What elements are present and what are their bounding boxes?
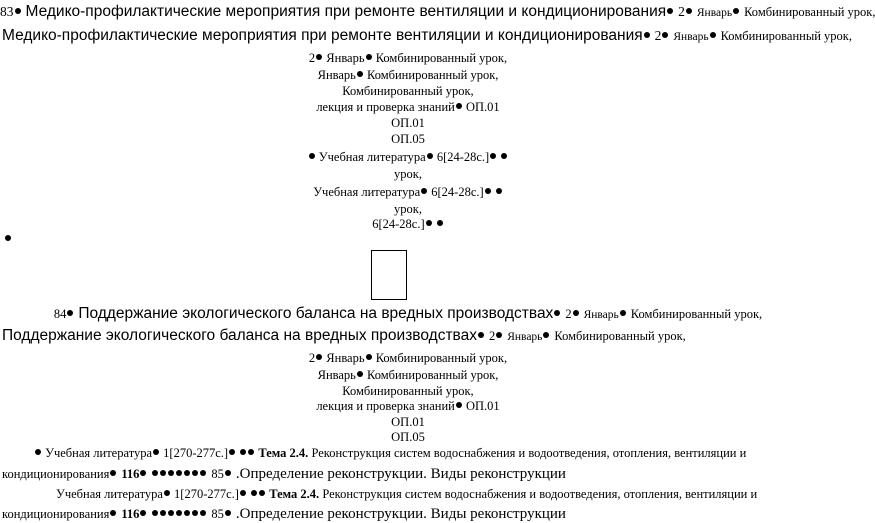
- total-hours: 116: [121, 467, 140, 481]
- lesson-type: Комбинированный урок,: [342, 384, 474, 398]
- bullet-icon: [225, 470, 231, 476]
- lesson-83-literature-line-2: [0, 186, 816, 199]
- bullet-icon: [160, 510, 166, 516]
- bullet-icon: [164, 490, 170, 496]
- topic-text: Реконструкция систем водоснабжения и водоотведения, отопления, вентиляции и: [311, 446, 747, 460]
- lesson-code: ОП.01: [391, 415, 425, 429]
- bullet-icon: [15, 8, 21, 14]
- empty-frame: [371, 250, 407, 300]
- lesson-month: Январь: [673, 31, 709, 43]
- lesson-month: Январь: [326, 51, 365, 65]
- bullet-icon: [427, 153, 433, 159]
- literature-ref: 6[24-28с.]: [372, 217, 425, 231]
- bullet-icon: [478, 332, 484, 338]
- bullet-icon: [316, 354, 322, 360]
- lesson-83-ref-line: [0, 218, 816, 231]
- bullet-icon: [620, 310, 626, 316]
- topic-label: Тема 2.4.: [269, 487, 320, 501]
- bullet-icon: [710, 32, 716, 38]
- bullet-icon: [667, 8, 673, 14]
- lesson-hours: 2: [565, 307, 572, 321]
- lesson-type: Комбинированный урок,: [375, 51, 508, 65]
- bullet-icon: [496, 332, 502, 338]
- lesson-hours: 2: [308, 351, 316, 365]
- bullet-icon: [686, 8, 692, 14]
- topic-text-continued: кондиционирования: [2, 467, 110, 481]
- bullet-icon: [67, 310, 73, 316]
- bullet-icon: [200, 510, 206, 516]
- bullet-icon: [733, 8, 739, 14]
- bullet-icon: [168, 470, 174, 476]
- bullet-icon: [35, 449, 41, 455]
- total-hours: 116: [121, 507, 140, 521]
- lesson-word: урок,: [394, 202, 422, 216]
- lesson-83-literature-line: [0, 151, 816, 164]
- bullet-icon: [644, 32, 650, 38]
- lesson-month: Январь: [583, 309, 619, 321]
- bullet-icon: [501, 153, 507, 159]
- lesson-83-title-line: [2, 28, 852, 44]
- lesson-word: урок,: [394, 167, 422, 181]
- lesson-code: ОП.05: [391, 132, 425, 146]
- bullet-icon: [366, 354, 372, 360]
- lesson-month: Январь: [696, 7, 733, 19]
- lesson-type: Комбинированный урок,: [375, 351, 508, 365]
- next-lesson-number: 85: [211, 467, 224, 481]
- lesson-83-hours-line: [0, 52, 816, 65]
- lesson-type: Комбинированный урок,: [744, 5, 875, 19]
- topic-text-continued: кондиционирования: [2, 507, 110, 521]
- literature-ref: 6[24-28с.]: [436, 150, 490, 164]
- bullet-icon: [192, 470, 198, 476]
- bullet-icon: [140, 510, 146, 516]
- bullet-icon: [160, 470, 166, 476]
- lone-bullet: [4, 230, 12, 248]
- lesson-83-header-line: [0, 3, 875, 20]
- literature-label: Учебная литература: [318, 150, 426, 164]
- bullet-icon: [229, 449, 235, 455]
- lesson-number: 83: [0, 4, 14, 19]
- bullet-icon: [200, 470, 206, 476]
- lesson-84-title-line: [2, 328, 686, 344]
- lesson-84-topic-continuation: [2, 466, 566, 482]
- lesson-title: Поддержание экологического баланса на вредных производствах: [2, 327, 477, 344]
- bullet-icon: [490, 153, 496, 159]
- lesson-type: Комбинированный урок,: [367, 68, 499, 82]
- bullet-icon: [357, 71, 363, 77]
- lesson-84-form-line: [0, 400, 816, 413]
- lesson-84-hours-line: [0, 352, 816, 365]
- topic-text: Реконструкция систем водоснабжения и водоотведения, отопления, вентиляции и: [322, 487, 758, 501]
- literature-ref: 1[270-277с.]: [163, 446, 229, 460]
- lesson-form: лекция и проверка знаний: [316, 100, 455, 114]
- lesson-84-topic-line-2: [56, 488, 757, 501]
- lesson-code: ОП.01: [465, 100, 500, 114]
- lesson-hours: 2: [308, 51, 316, 65]
- lesson-type: Комбинированный урок,: [367, 368, 499, 382]
- bullet-icon: [176, 510, 182, 516]
- bullet-icon: [192, 510, 198, 516]
- literature-ref: 6[24-28с.]: [431, 185, 484, 199]
- lesson-84-topic-continuation-2: [2, 506, 566, 522]
- bullet-icon: [168, 510, 174, 516]
- literature-ref: 1[270-277с.]: [174, 487, 239, 501]
- lesson-title: Поддержание экологического баланса на вредных производствах: [78, 305, 554, 322]
- topic-label: Тема 2.4.: [258, 446, 309, 460]
- bullet-icon: [184, 470, 190, 476]
- bullet-icon: [140, 470, 146, 476]
- bullet-icon: [5, 235, 11, 241]
- bullet-icon: [554, 310, 560, 316]
- bullet-icon: [573, 310, 579, 316]
- lesson-84-topic-line: [34, 447, 746, 460]
- bullet-icon: [259, 490, 265, 496]
- lesson-code: ОП.05: [391, 430, 425, 444]
- literature-label: Учебная литература: [313, 185, 421, 199]
- bullet-icon: [184, 510, 190, 516]
- bullet-icon: [662, 32, 668, 38]
- lesson-title: Медико-профилактические мероприятия при ремонте вентиляции и кондиционирования: [2, 27, 643, 44]
- bullet-icon: [496, 188, 502, 194]
- literature-label: Учебная литература: [56, 487, 163, 501]
- lesson-type: Комбинированный урок,: [720, 29, 852, 43]
- bullet-icon: [240, 449, 246, 455]
- lesson-month: Январь: [326, 351, 365, 365]
- next-lesson-title: .Определение реконструкции. Виды реконструкции: [235, 506, 566, 522]
- lesson-month: Январь: [317, 368, 356, 382]
- lesson-type: Комбинированный урок,: [630, 307, 763, 321]
- bullet-icon: [543, 332, 549, 338]
- bullet-icon: [426, 220, 432, 226]
- bullet-icon: [316, 54, 322, 60]
- bullet-icon: [357, 371, 363, 377]
- next-lesson-title: .Определение реконструкции. Виды реконструкции: [235, 466, 566, 482]
- lesson-type: Комбинированный урок,: [554, 329, 686, 343]
- lesson-83-lesson-word-line: [0, 168, 816, 181]
- lesson-84-header-line: [0, 306, 816, 322]
- lesson-hours: 2: [488, 329, 496, 343]
- bullet-icon: [437, 220, 443, 226]
- lesson-83-month-line: [0, 69, 816, 82]
- lesson-83-code2-line: [0, 133, 816, 146]
- lesson-hours: 2: [654, 28, 662, 43]
- next-lesson-number: 85: [211, 507, 224, 521]
- lesson-form: лекция и проверка знаний: [316, 399, 455, 413]
- lesson-84-month-line: [0, 369, 816, 382]
- bullet-icon: [152, 470, 158, 476]
- lesson-84-code2-line: [0, 431, 816, 444]
- bullet-icon: [456, 103, 462, 109]
- lesson-83-form-line: [0, 101, 816, 114]
- bullet-icon: [309, 153, 315, 159]
- lesson-83-code-line: [0, 117, 816, 130]
- bullet-icon: [251, 490, 257, 496]
- lesson-code: ОП.01: [391, 116, 425, 130]
- lesson-hours: 2: [678, 4, 685, 19]
- bullet-icon: [248, 449, 254, 455]
- bullet-icon: [421, 188, 427, 194]
- lesson-month: Январь: [317, 68, 356, 82]
- bullet-icon: [152, 510, 158, 516]
- lesson-title: Медико-профилактические мероприятия при ремонте вентиляции и кондиционирования: [25, 3, 667, 20]
- lesson-month: Январь: [507, 331, 543, 343]
- lesson-code: ОП.01: [465, 399, 500, 413]
- lesson-84-code-line: [0, 416, 816, 429]
- literature-label: Учебная литература: [45, 446, 153, 460]
- bullet-icon: [225, 510, 231, 516]
- lesson-83-lesson-word-line-2: [0, 203, 816, 216]
- bullet-icon: [366, 54, 372, 60]
- bullet-icon: [110, 470, 116, 476]
- lesson-84-type-line: [0, 385, 816, 398]
- bullet-icon: [240, 490, 246, 496]
- lesson-number: 84: [53, 307, 67, 321]
- bullet-icon: [153, 449, 159, 455]
- bullet-icon: [456, 402, 462, 408]
- bullet-icon: [176, 470, 182, 476]
- lesson-type: Комбинированный урок,: [342, 84, 474, 98]
- bullet-icon: [110, 510, 116, 516]
- bullet-icon: [485, 188, 491, 194]
- lesson-83-type-line: [0, 85, 816, 98]
